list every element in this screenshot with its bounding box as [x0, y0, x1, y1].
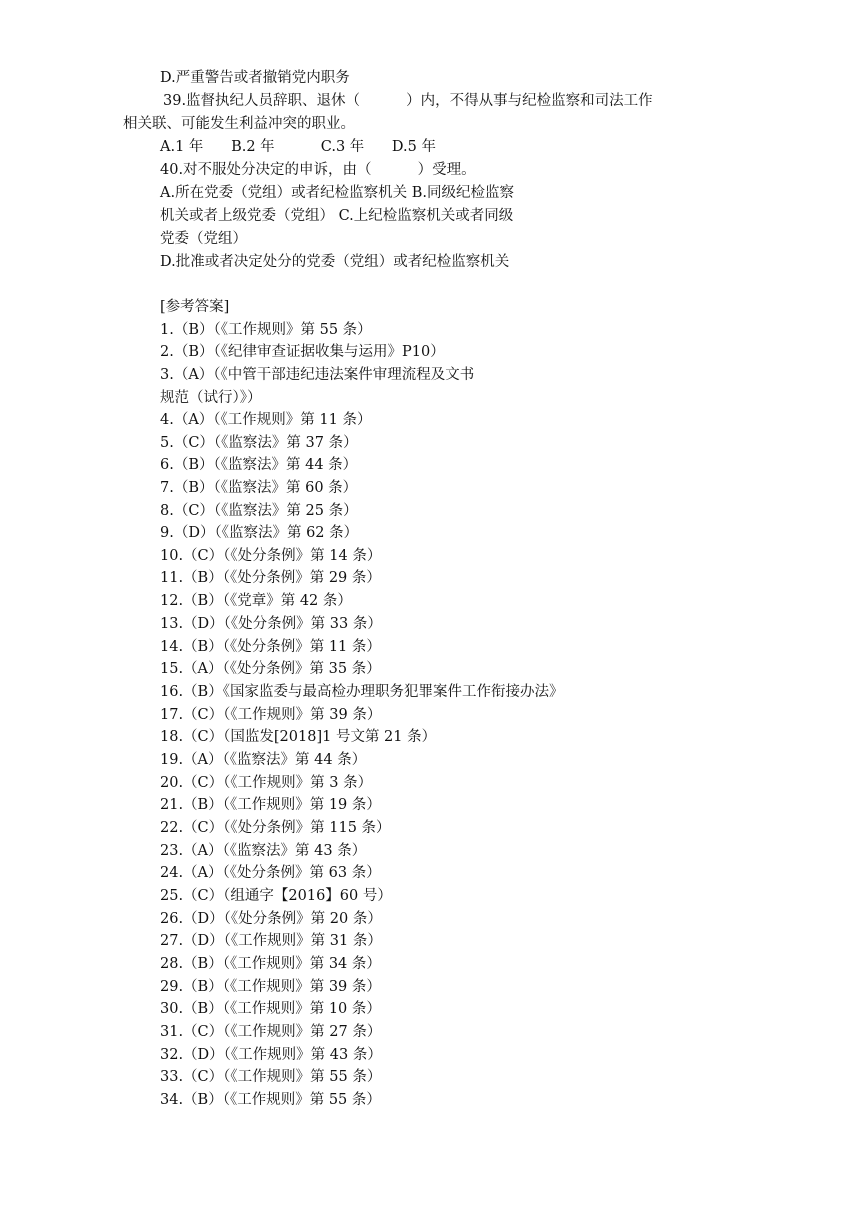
q39-stem-line1: 39.监督执纪人员辞职、退休（ ）内，不得从事与纪检监察和司法工作: [163, 93, 653, 109]
answer-item: 27.（D）（《工作规则》第 31 条）: [160, 933, 382, 949]
answer-item: 28.（B）（《工作规则》第 34 条）: [160, 956, 381, 972]
answer-item: 9.（D）（《监察法》第 62 条）: [160, 525, 359, 541]
answer-item: 22.（C）（《处分条例》第 115 条）: [160, 820, 391, 836]
answer-item: 16.（B）《国家监委与最高检办理职务犯罪案件工作衔接办法》: [160, 684, 564, 700]
answer-item: 8.（C）（《监察法》第 25 条）: [160, 503, 358, 519]
answer-item: 21.（B）（《工作规则》第 19 条）: [160, 797, 381, 813]
answer-item: 31.（C）（《工作规则》第 27 条）: [160, 1024, 382, 1040]
answer-item: 30.（B）（《工作规则》第 10 条）: [160, 1001, 381, 1017]
answer-item: 15.（A）（《处分条例》第 35 条）: [160, 661, 381, 677]
answer-item: 25.（C）（组通字【2016】60 号）: [160, 888, 392, 904]
answer-item: 7.（B）（《监察法》第 60 条）: [160, 480, 358, 496]
answer-item: 11.（B）（《处分条例》第 29 条）: [160, 570, 381, 586]
answer-item: 34.（B）（《工作规则》第 55 条）: [160, 1092, 381, 1108]
q39-stem-line2: 相关联、可能发生利益冲突的职业。: [123, 116, 355, 132]
answer-item: 33.（C）（《工作规则》第 55 条）: [160, 1069, 382, 1085]
answers-heading: [参考答案]: [160, 299, 230, 315]
q40-options-line1: A.所在党委（党组）或者纪检监察机关 B.同级纪检监察: [160, 185, 514, 201]
answer-item: 18.（C）（国监发[2018]1 号文第 21 条）: [160, 729, 437, 745]
answer-item: 1.（B）（《工作规则》第 55 条）: [160, 322, 372, 338]
answer-item: 20.（C）（《工作规则》第 3 条）: [160, 775, 373, 791]
q38-option-d: D.严重警告或者撤销党内职务: [160, 70, 350, 86]
answer-item: 5.（C）（《监察法》第 37 条）: [160, 435, 358, 451]
answer-item: 4.（A）（《工作规则》第 11 条）: [160, 412, 372, 428]
answer-item: 6.（B）（《监察法》第 44 条）: [160, 457, 358, 473]
answer-item: 29.（B）（《工作规则》第 39 条）: [160, 979, 381, 995]
answer-item: 24.（A）（《处分条例》第 63 条）: [160, 865, 381, 881]
answer-item: 3.（A）（《中管干部违纪违法案件审理流程及文书: [160, 367, 475, 383]
answer-item: 10.（C）（《处分条例》第 14 条）: [160, 548, 382, 564]
q40-options-line2: 机关或者上级党委（党组） C.上纪检监察机关或者同级: [160, 208, 514, 224]
answer-item-continuation: 规范（试行）》）: [160, 390, 262, 406]
answer-item: 12.（B）（《党章》第 42 条）: [160, 593, 352, 609]
q39-options: A.1 年 B.2 年 C.3 年 D.5 年: [160, 139, 436, 155]
answer-item: 17.（C）（《工作规则》第 39 条）: [160, 707, 382, 723]
answer-item: 32.（D）（《工作规则》第 43 条）: [160, 1047, 382, 1063]
q40-options-line3: 党委（党组）: [160, 231, 247, 247]
answer-item: 19.（A）（《监察法》第 44 条）: [160, 752, 367, 768]
answer-item: 26.（D）（《处分条例》第 20 条）: [160, 911, 382, 927]
answer-item: 13.（D）（《处分条例》第 33 条）: [160, 616, 382, 632]
answer-item: 2.（B）（《纪律审查证据收集与运用》P10）: [160, 344, 445, 360]
q40-option-d: D.批准或者决定处分的党委（党组）或者纪检监察机关: [160, 254, 510, 270]
answer-item: 23.（A）（《监察法》第 43 条）: [160, 843, 367, 859]
answer-item: 14.（B）（《处分条例》第 11 条）: [160, 639, 381, 655]
q40-stem: 40.对不服处分决定的申诉，由（ ）受理。: [160, 162, 476, 178]
